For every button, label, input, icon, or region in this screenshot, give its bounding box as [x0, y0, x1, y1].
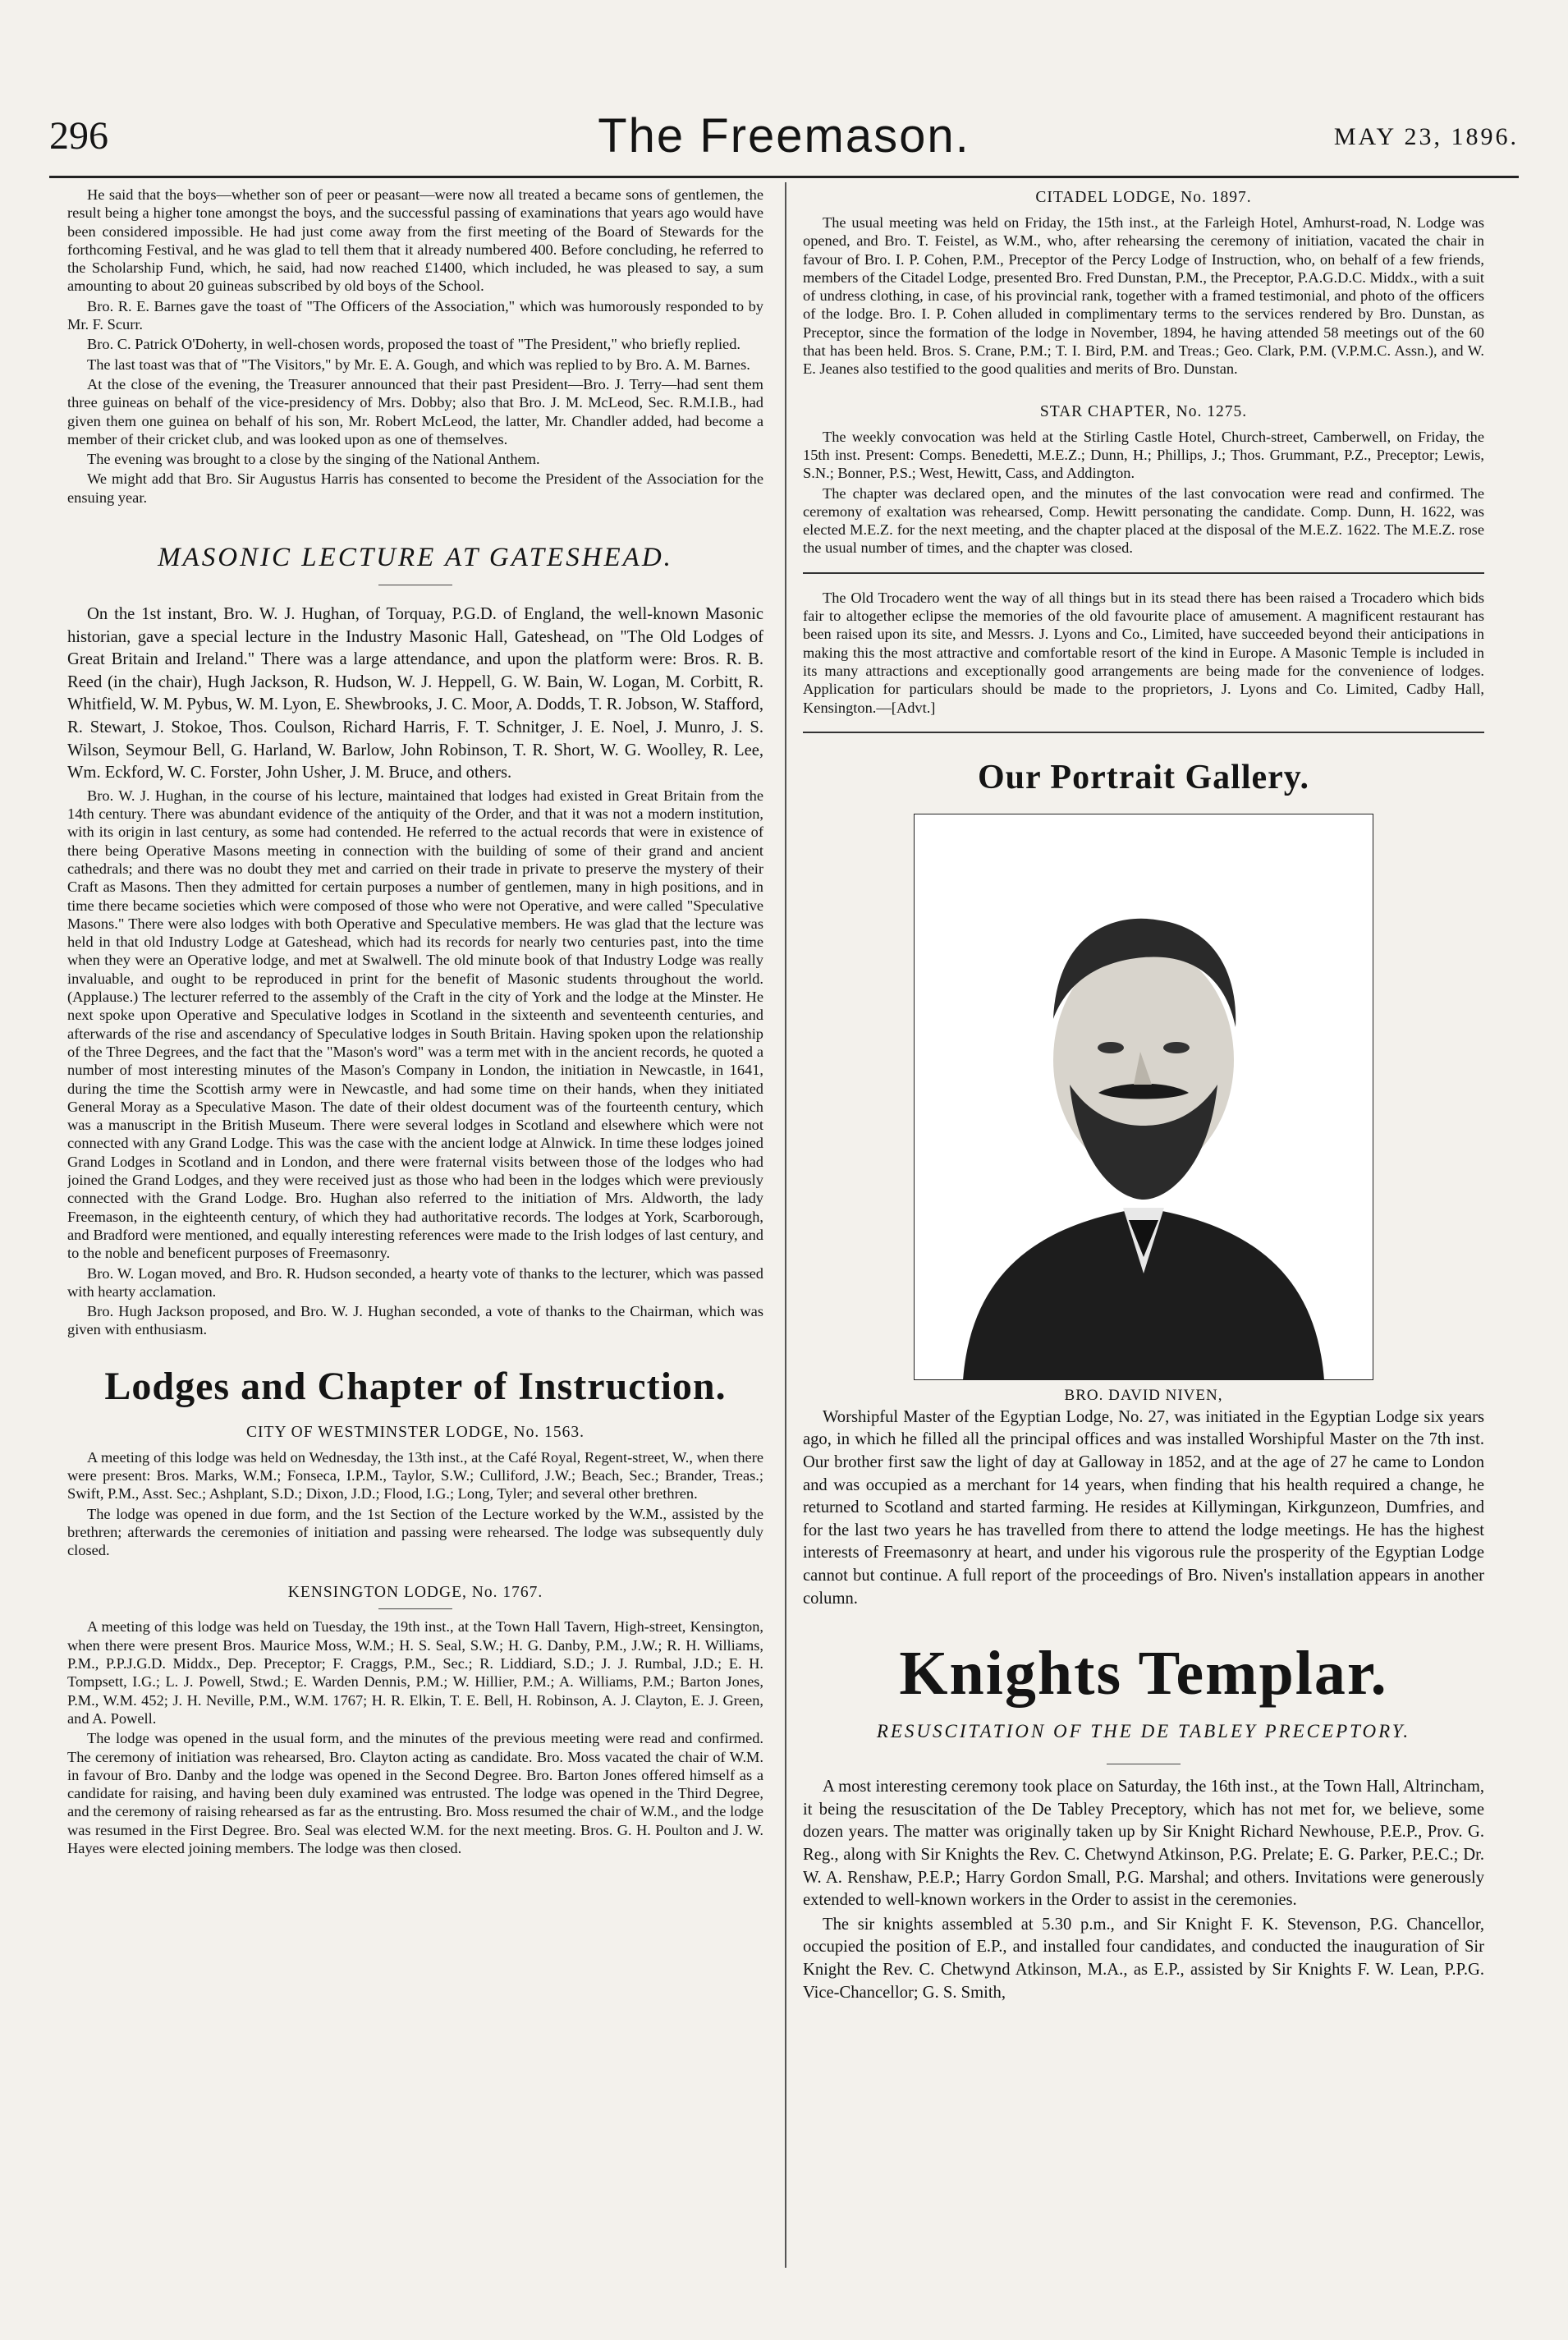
paragraph: On the 1st instant, Bro. W. J. Hughan, of Torquay, P.G.D. of England, the well-known Masonic historian, gave a special lecture in the Industry Masonic Hall, Gateshead, on "The Old Lodges of Great Britain and Ireland." There was a large attendance, and upon the platform were: Bros. R. B. Reed (in the chair), Hugh Jackson, R. Hudson, W. J. Heppell, G. W. Bain, W. Logan, M. Corbitt, R. Whitfield, W. M. Pybus, W. M. Lyon, E. Shewbrooks, J. C. Moor, A. Dodds, T. R. Jobson, W. Stafford, R. Stewart, J. Stokoe, Thos. Coulson, Richard Harris, F. T. Schnitger, J. E. Noel, J. Munro, J. S. Wilson, Seymour Bell, G. Harland, W. Barlow, John Robinson, T. R. Short, W. G. Woolley, R. Lee, Wm. Eckford, W. C. Forster, John Usher, J. M. Bruce, and others. — [67, 605, 763, 782]
paragraph: Worshipful Master of the Egyptian Lodge, No. 27, was initiated in the Egyptian Lodge six years ago, in which he filled all the principal offices and was installed Worshipful Master on the 7th inst. Our brother first saw the light of day at Galloway in 1852, and at the age of 27 he came to London and was occupied as a merchant for 14 years, when finding that his health required a change, he returned to Scotland and started farming. He resides at Killymingan, Kirkgunzeon, Dumfries, and for the last two years he has travelled from there to attend the lodge meetings. He has the highest interests of Freemasonry at heart, and under his vigorous rule the prosperity of the Egyptian Lodge cannot but continue. A full report of the proceedings of Bro. Niven's installation appears in another column. — [803, 1407, 1484, 1608]
westminster-article — [67, 1448, 763, 1560]
paragraph: Bro. Hugh Jackson proposed, and Bro. W. J. Hughan seconded, a vote of thanks to the Chairman, which was given with enthusiasm. — [67, 1303, 763, 1338]
paragraph: A meeting of this lodge was held on Tuesday, the 19th inst., at the Town Hall Tavern, High-street, Kensington, when there were present Bros. Maurice Moss, W.M.; H. S. Seal, S.W.; H. G. Danby, P.M., J.W.; R. H. Williams, P.M., P.P.J.G.D. Middx., Dep. Preceptor; F. Craggs, P.M., Sec.; R. Liddiard, S.D.; J. J. Rumbal, J.D.; E. H. Tompsett, I.G.; L. J. Powell, Stwd.; E. Warden Dennis, P.M.; W. Hillier, P.M.; A. Williams, P.M.; Barton Jones, P.M., W.M. 452; J. H. Neville, P.M., W.M. 1767; H. R. Elkin, T. E. Bell, H. Robinson, A. J. Clayton, E. J. Green, and A. Powell. — [67, 1618, 763, 1727]
westminster-heading: CITY OF WESTMINSTER LODGE, No. 1563. — [246, 1423, 585, 1441]
citadel-heading: CITADEL LODGE, No. 1897. — [1035, 189, 1252, 206]
knights-heading: Knights Templar. — [899, 1639, 1388, 1709]
paragraph: The weekly convocation was held at the Stirling Castle Hotel, Church-street, Camberwell, on Friday, the 15th inst. Present: Comps. Benedetti, M.E.Z.; Dunn, H.; Phillips, J.; Thos. Grummant, P.Z., Preceptor; Lewis, S.N.; Bonner, P.S.; West, Hewitt, Cass, and Addington. — [803, 428, 1484, 482]
trocadero-advert: The Old Trocadero went the way of all things but in its stead there has been raised a Trocadero which bids fair to altogether eclipse the memories of the old favourite place of amusement. A magnificent restaurant has been raised upon its site, and Messrs. J. Lyons and Co., Limited, have succeeded beyond their anticipations in making this the most attractive and comfortable resort of the kind in Europe. A Masonic Temple is included in its many attractions and exceptionally good arrangements are being made for the convenience of lodges. Application for particulars should be made to the proprietors, J. Lyons and Co. Limited, Cadby Hall, Kensington.—[Advt.] — [803, 589, 1484, 716]
gateshead-heading: MASONIC LECTURE AT GATESHEAD. — [158, 543, 673, 573]
paragraph: The lodge was opened in the usual form, and the minutes of the previous meeting were read and confirmed. The ceremony of initiation was rehearsed, Bro. Clayton acting as candidate. Bro. Moss vacated the chair of W.M. in favour of Bro. Danby and the lodge was opened in the Second Degree. Bro. Barton Jones offered himself as a candidate for raising, and having been duly examined was entrusted. The lodge was opened in the Third Degree, and the ceremony of raising rehearsed as far as the entrusting. Bro. Moss resumed the chair of W.M., and the lodge was resumed in the First Degree. Bro. Seal was elected W.M. for the next meeting. Bros. G. H. Poulton and J. W. Hayes were elected joining members. The lodge was then closed. — [67, 1730, 763, 1857]
paragraph: The evening was brought to a close by the singing of the National Anthem. — [87, 451, 540, 468]
paragraph: The sir knights assembled at 5.30 p.m., and Sir Knight F. K. Stevenson, P.G. Chancellor, occupied the position of E.P., and installed four candidates, and conducted the inauguration of Sir Knight the Rev. C. Chetwynd Atkinson, M.A., as E.P., assisted by Sir Knights F. W. Lean, P.P.G. Vice-Chancellor; G. S. Smith, — [803, 1915, 1484, 2002]
page-header — [49, 109, 1519, 171]
masthead: The Freemason. — [598, 109, 970, 163]
issue-date: MAY 23, 1896. — [1333, 123, 1519, 150]
paragraph: The usual meeting was held on Friday, the 15th inst., at the Farleigh Hotel, Amhurst-road, N. Lodge was opened, and Bro. T. Feistel, as W.M., who, after rehearsing the ceremony of initiation, vacated the chair in favour of Bro. I. P. Cohen, P.M., Preceptor of the Percy Lodge of Instruction, who, on behalf of a few friends, members of the Citadel Lodge, presented Bro. Fred Dunstan, P.M., the Preceptor, P.A.G.D.C. Middx., with a suit of undress clothing, in case, of his provincial rank, together with a framed testimonial, and photo of the officers of the lodge. Bro. I. P. Cohen alluded in complimentary terms to the services rendered by Bro. Dunstan, as Preceptor, since the formation of the lodge in November, 1894, he having attended 58 meetings out of the 60 that has been held. Bros. S. Crane, P.M.; T. I. Bird, P.M. and Treas.; Geo. Clark, P.M. (V.P.M.C. Assn.), and W. E. Jeanes also testified to the good qualities and merits of Bro. Dunstan. — [803, 214, 1484, 378]
portrait-image — [914, 814, 1373, 1380]
paragraph: The chapter was declared open, and the minutes of the last convocation were read and confirmed. The ceremony of exaltation was rehearsed, Comp. Hewitt personating the candidate. Comp. Dunn, H. 1622, was elected M.E.Z. for the next meeting, and the chapter placed at the disposal of the M.E.Z. 1622. The M.E.Z. rose the usual number of times, and the chapter was closed. — [803, 484, 1484, 557]
paragraph: Bro. W. Logan moved, and Bro. R. Hudson seconded, a hearty vote of thanks to the lecturer, which was passed with hearty acclamation. — [67, 1264, 763, 1300]
knights-subheading: RESUSCITATION OF THE DE TABLEY PRECEPTORY. — [876, 1721, 1411, 1742]
header-rule — [49, 176, 1519, 178]
portrait-caption: BRO. DAVID NIVEN, — [1064, 1386, 1223, 1404]
section-rule — [803, 732, 1484, 733]
paragraph: The lodge was opened in due form, and the 1st Section of the Lecture worked by the W.M., assisted by the brethren; afterwards the ceremonies of initiation and passing were rehearsed. The lodge was subsequently duly closed. — [67, 1505, 763, 1559]
column-divider — [785, 182, 786, 2268]
paragraph: At the close of the evening, the Treasurer announced that their past President—Bro. J. Terry—had sent them three guineas on behalf of the vice-presidency of Mrs. Dobby; also that Bro. J. M. McLeod, Sec. R.M.I.B., had given them one guinea on behalf of his son, Mr. Robert McLeod, the latter, Mr. Chandler added, had become a member of their cricket club, and was looked upon as one of themselves. — [67, 375, 763, 447]
kensington-heading: KENSINGTON LODGE, No. 1767. — [287, 1584, 543, 1602]
star-heading: STAR CHAPTER, No. 1275. — [1039, 402, 1248, 420]
paragraph: Bro. C. Patrick O'Doherty, in well-chosen words, proposed the toast of "The President," who briefly replied. — [87, 336, 741, 353]
short-rule — [378, 1608, 452, 1609]
intro-section — [67, 186, 763, 507]
paragraph: Bro. W. J. Hughan, in the course of his lecture, maintained that lodges had existed in Great Britain from the 14th century. There was abundant evidence of the antiquity of the Order, and that it was not a modern institution, with its origin in last century, as some had contended. He referred to the actual records that were in existence of there being Operative Masons meeting in connection with the building of some of their grand and ancient cathedrals; and there was no doubt they met and carried on their trade in private to preserve the mystery of their Craft as Masons. Then they admitted for certain purposes a number of gentlemen, many in high positions, and in time there became societies which were composed of those who were not Operative, and were called "Speculative Masons." There were also lodges with both Operative and Speculative members. He was glad that the lecture was held in that old Industry Lodge at Gateshead, which had its records for nearly two centuries past, into the time when they were an Operative lodge, and met at Swalwell. The old minute book of that Industry Lodge was really invaluable, and ought to be reproduced in print for the benefit of Masonic students throughout the world. (Applause.) The lecturer referred to the assembly of the Craft in the city of York and the lodge at the Minster. He next spoke upon Operative and Speculative lodges in Scotland in the sixteenth and seventeenth centuries, and afterwards of the rise and ascendancy of Speculative lodges in South Britain. Having spoken upon the relationship of the Three Degrees, and the fact that the "Mason's word" was a term met with in the ancient records, he quoted a number of most interesting minutes of the Mason's Company in London, the initiation in Newcastle, in 1641, during the time the Scottish army were in Newcastle, and had some time on their hands, when they initiated General Moray as a Speculative Mason. The date of their oldest document was of the fourteenth century, which was a manuscript in the British Museum. There were several lodges in Scotland and elsewhere which were not connected with any Grand Lodge. This was the case with the ancient lodge at Alnwick. In time these lodges joined Grand Lodges in Scotland and in London, and there were fraternal visits between those of the lodges who had joined the Grand Lodges, and they were received just as those who had been in the lodges which were previously connected with the Grand Lodge. Bro. Hughan also referred to the initiation of Mrs. Aldworth, the lady Freemason, in the eighteenth century, of which they had authoritative records. The lodges at York, Scarborough, and Bradford were mentioned, and equally interesting references were made to the Irish lodges of last century, and to the noble and beneficent purposes of Freemasonry. — [67, 787, 763, 1262]
paragraph: We might add that Bro. Sir Augustus Harris has consented to become the President of the Association for the ensuing year. — [67, 470, 763, 506]
instruction-heading: Lodges and Chapter of Instruction. — [104, 1364, 727, 1408]
gallery-heading: Our Portrait Gallery. — [978, 758, 1309, 796]
paragraph: He said that the boys—whether son of peer or peasant—were now all treated a became sons of gentlemen, the result being a higher tone amongst the boys, and the successful passing of examinations that years ago would have been considered impossible. He had just come away from the first meeting of the Board of Stewards for the forthcoming Festival, and he was glad to tell them that it already numbered 400. Before concluding, he referred to the Scholarship Fund, which, he said, had now reached £1400, which included, he was pleased to say, a sum amounting to about 20 guineas subscribed by old boys of the School. — [67, 186, 763, 295]
left-column — [67, 186, 763, 2271]
paragraph: Bro. R. E. Barnes gave the toast of "The Officers of the Association," which was humorously responded to by Mr. F. Scurr. — [67, 297, 763, 333]
right-column — [803, 186, 1484, 2271]
paragraph: A meeting of this lodge was held on Wednesday, the 13th inst., at the Café Royal, Regent-street, W., when there were present: Bros. Marks, W.M.; Fonseca, I.P.M., Taylor, S.W.; Culliford, J.W.; Beach, Sec.; Brander, Treas.; Swift, P.M., Asst. Sec.; Ashplant, S.D.; Dixon, J.D.; Flood, I.G.; Long, Tyler; and several other brethren. — [67, 1448, 763, 1503]
paragraph: The last toast was that of "The Visitors," by Mr. E. A. Gough, and which was replied to by Bro. A. M. Barnes. — [87, 356, 750, 373]
section-rule — [803, 572, 1484, 574]
paragraph: A most interesting ceremony took place on Saturday, the 16th inst., at the Town Hall, Altrincham, it being the resuscitation of the De Tabley Preceptory, which has not met for, we believe, some dozen years. The matter was originally taken up by Sir Knight Richard Newhouse, P.E.P., Prov. G. Reg., along with Sir Knights the Rev. C. Chetwynd Atkinson, P.G. Prelate; E. G. Parker, P.E.C.; Dr. W. A. Renshaw, P.E.P.; Harry Gordon Small, P.G. Marshal; and others. Invitations were generously extended to well-known workers in the Order to assist in the ceremonies. — [803, 1778, 1484, 1910]
kensington-article — [67, 1617, 763, 1857]
gateshead-article — [67, 603, 763, 1339]
page-number: 296 — [49, 114, 108, 158]
